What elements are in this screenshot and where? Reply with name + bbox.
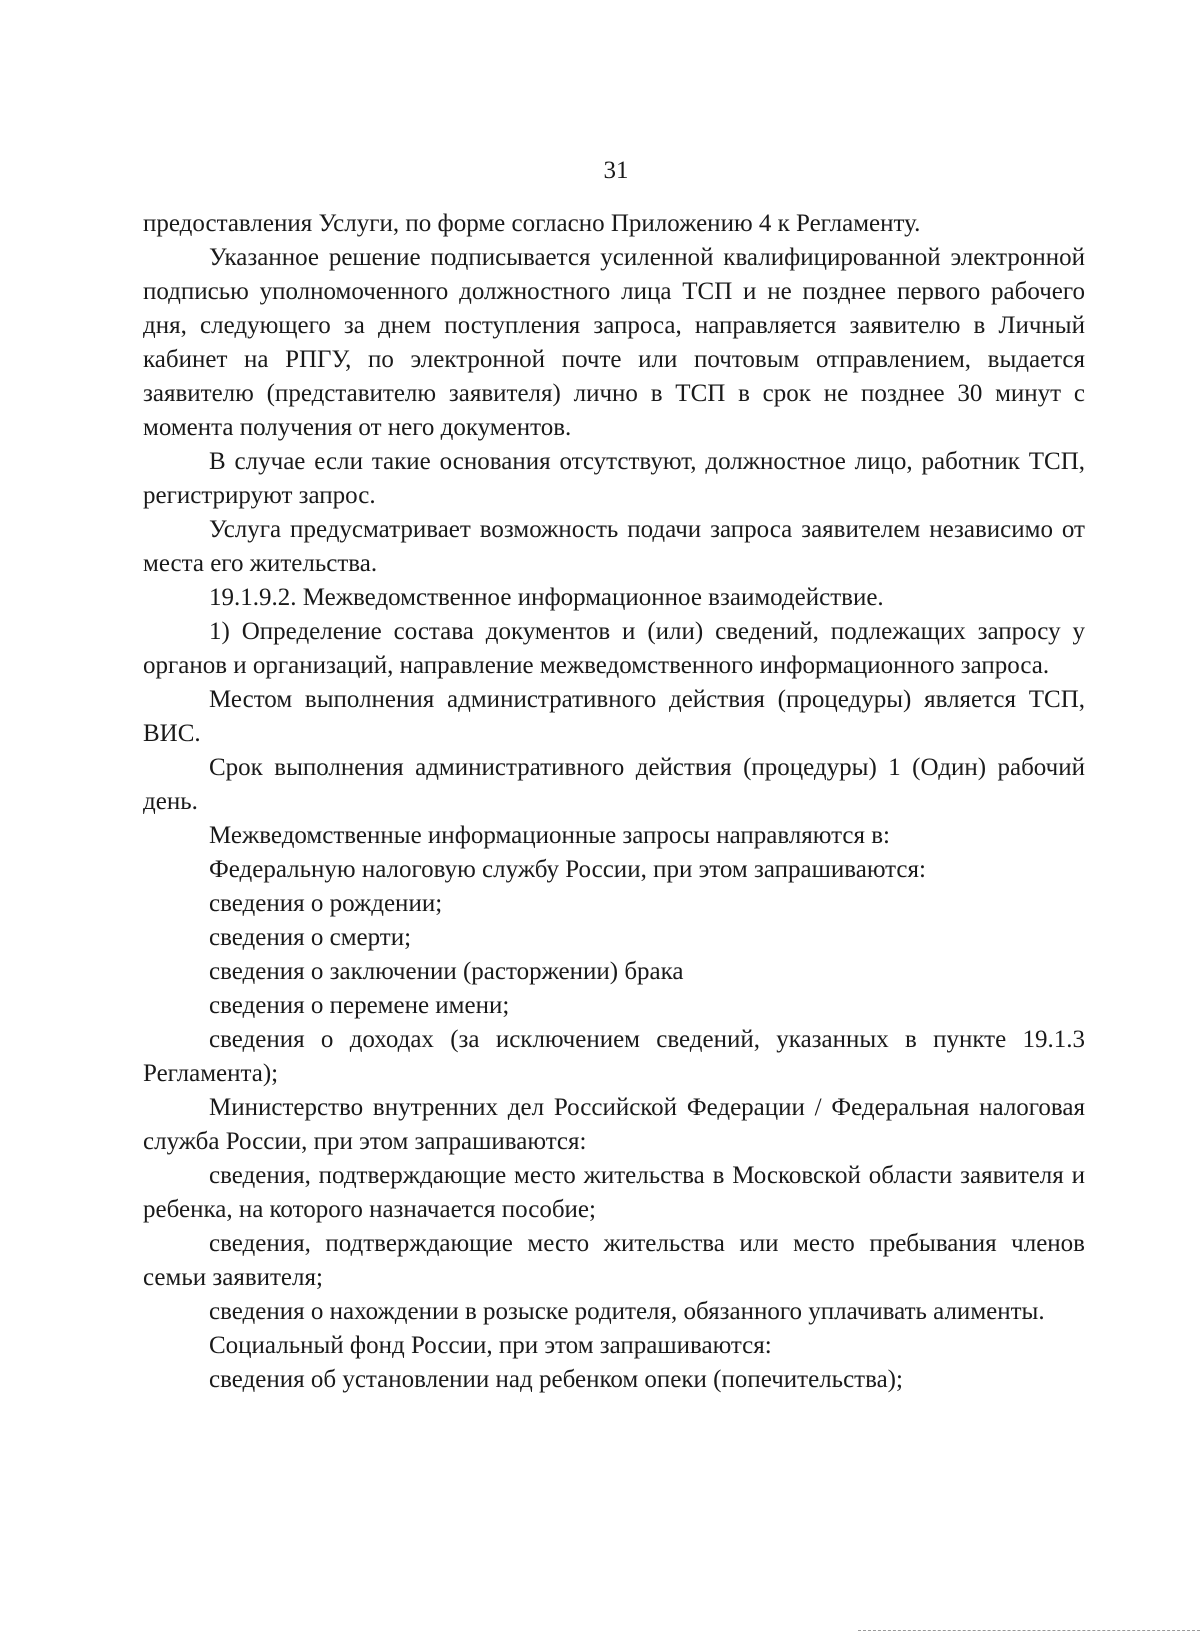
paragraph: 19.1.9.2. Межведомственное информационное взаимодействие. — [209, 584, 884, 611]
paragraph: В случае если такие основания отсутствуют, должностное лицо, работник ТСП, регистрируют запрос. — [143, 448, 1085, 509]
paragraph: сведения о заключении (расторжении) брака — [209, 958, 684, 985]
paragraph: сведения о перемене имени; — [209, 992, 510, 1019]
paragraph: сведения о рождении; — [209, 890, 443, 917]
paragraph: Местом выполнения административного действия (процедуры) является ТСП, ВИС. — [143, 686, 1085, 747]
paragraph: Министерство внутренних дел Российской Федерации / Федеральная налоговая служба России, при этом запрашиваются: — [143, 1094, 1085, 1155]
document-body — [143, 207, 1085, 1397]
paragraph: 1) Определение состава документов и (или) сведений, подлежащих запросу у органов и организаций, направление межведомственного информационного запроса. — [143, 618, 1085, 679]
paragraph: сведения об установлении над ребенком опеки (попечительства); — [209, 1366, 903, 1393]
scan-edge-divider — [858, 1630, 1200, 1631]
paragraph: сведения о нахождении в розыске родителя, обязанного уплачивать алименты. — [209, 1298, 1045, 1325]
paragraph: Межведомственные информационные запросы направляются в: — [209, 822, 890, 849]
paragraph: Срок выполнения административного действия (процедуры) 1 (Один) рабочий день. — [143, 754, 1085, 815]
paragraph: Социальный фонд России, при этом запрашиваются: — [209, 1332, 772, 1359]
paragraph: Указанное решение подписывается усиленной квалифицированной электронной подписью уполномоченного должностного лица ТСП и не позднее первого рабочего дня, следующего за днем поступления запроса, направляется заявителю в Личный кабинет на РПГУ, по электронной почте или почтовым отправлением, выдается заявителю (представителю заявителя) лично в ТСП в срок не позднее 30 минут с момента получения от него документов. — [143, 244, 1085, 441]
paragraph: предоставления Услуги, по форме согласно Приложению 4 к Регламенту. — [143, 210, 921, 237]
paragraph: сведения, подтверждающие место жительства в Московской области заявителя и ребенка, на которого назначается пособие; — [143, 1162, 1085, 1223]
page-number: 31 — [603, 157, 629, 184]
paragraph: сведения о смерти; — [209, 924, 412, 951]
paragraph: Федеральную налоговую службу России, при этом запрашиваются: — [209, 856, 926, 883]
paragraph: сведения о доходах (за исключением сведений, указанных в пункте 19.1.3 Регламента); — [143, 1026, 1085, 1087]
paragraph: сведения, подтверждающие место жительства или место пребывания членов семьи заявителя; — [143, 1230, 1085, 1291]
paragraph: Услуга предусматривает возможность подачи запроса заявителем независимо от места его жительства. — [143, 516, 1085, 577]
